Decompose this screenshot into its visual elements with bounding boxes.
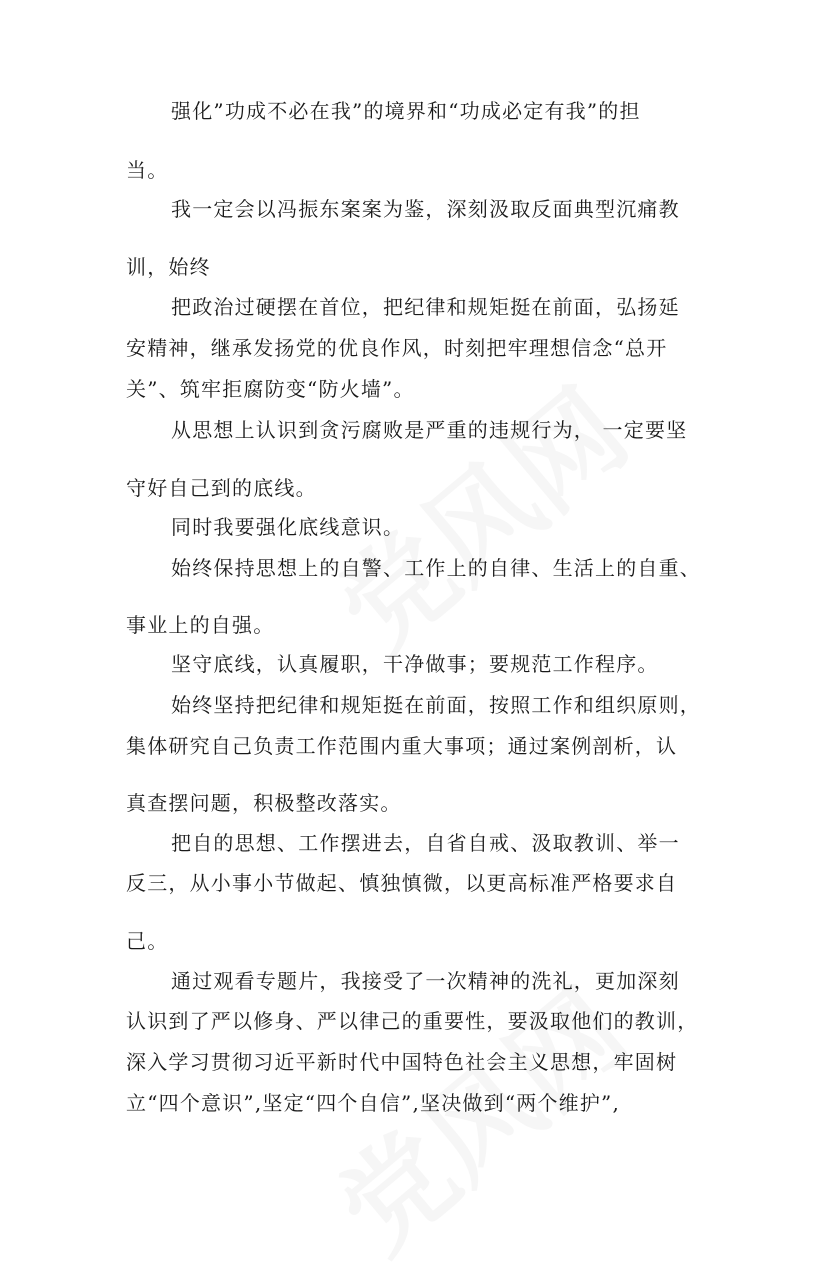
text-line: 集体研究自己负责工作范围内重大事项；通过案例剖析，认 — [126, 734, 678, 758]
text-line: 立“四个意识”,坚定“四个自信”,坚决做到“两个维护”, — [126, 1091, 621, 1115]
text-line: 关”、筑牢拒腐防变“防火墙”。 — [126, 377, 415, 401]
text-line: 从思想上认识到贪污腐败是严重的违规行为， 一定要坚 — [171, 418, 688, 442]
text-line: 通过观看专题片，我接受了一次精神的洗礼，更加深刻 — [171, 969, 680, 993]
text-line: 守好自己到的底线。 — [126, 476, 317, 500]
text-line: 当。 — [126, 158, 169, 182]
text-line: 安精神，继承发扬党的优良作风，时刻把牢理想信念“总开 — [126, 336, 668, 360]
text-line: 始终坚持把纪律和规矩挺在前面，按照工作和组织原则， — [171, 693, 701, 717]
text-line: 把政治过硬摆在首位，把纪律和规矩挺在前面，弘扬延 — [171, 295, 680, 319]
text-line: 坚守底线，认真履职，干净做事；要规范工作程序。 — [171, 652, 659, 676]
text-line: 己。 — [126, 929, 169, 953]
text-line: 事业上的自强。 — [126, 613, 275, 637]
text-line: 始终保持思想上的自警、工作上的自律、生活上的自重、 — [171, 556, 701, 580]
text-line: 我一定会以冯振东案案为鉴，深刻汲取反面典型沉痛教 — [171, 197, 680, 221]
text-line: 强化”功成不必在我”的境界和“功成必定有我”的担 — [171, 99, 641, 123]
text-line: 反三，从小事小节做起、慎独慎微，以更高标准严格要求自 — [126, 871, 678, 895]
text-line: 深入学习贯彻习近平新时代中国特色社会主义思想，牢固树 — [126, 1050, 678, 1074]
text-line: 认识到了严以修身、严以律己的重要性，要汲取他们的教训， — [126, 1009, 699, 1033]
text-line: 同时我要强化底线意识。 — [171, 515, 405, 539]
text-line: 训，始终 — [126, 255, 211, 279]
text-line: 真查摆问题，积极整改落实。 — [126, 791, 402, 815]
text-line: 把自的思想、工作摆进去，自省自戒、汲取教训、举一 — [171, 831, 680, 855]
